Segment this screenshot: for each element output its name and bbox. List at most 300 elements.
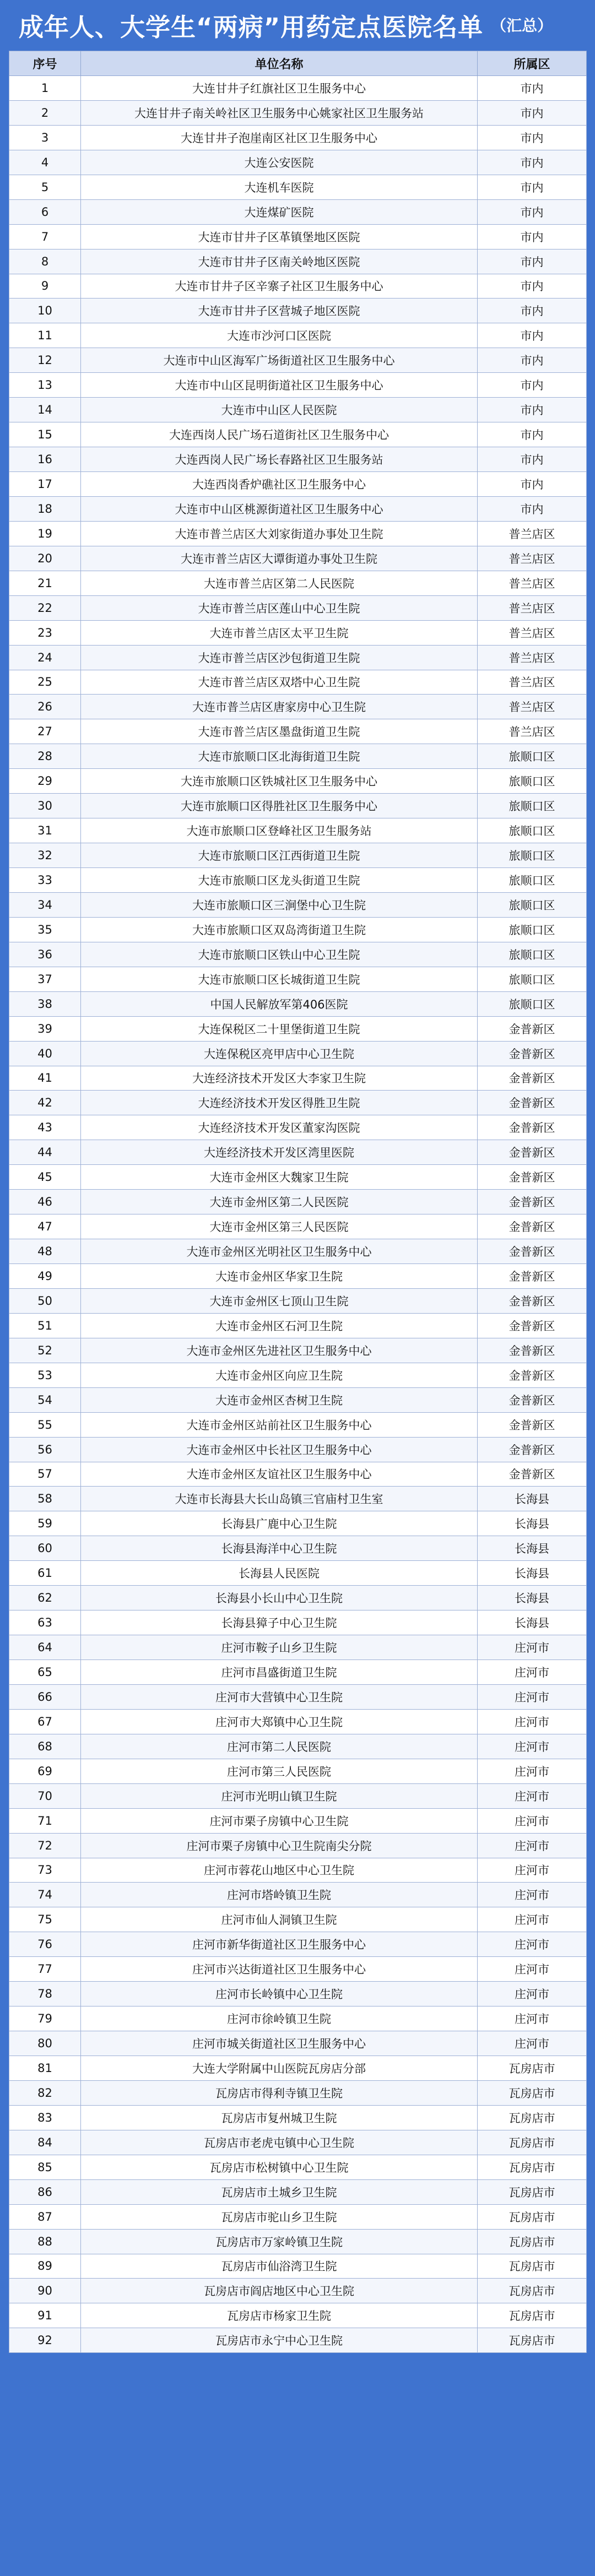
column-header-district: 所属区 (478, 51, 587, 76)
district: 金普新区 (478, 1115, 587, 1140)
hospital-name: 大连大学附属中山医院瓦房店分部 (81, 2056, 478, 2081)
row-index: 18 (9, 496, 81, 521)
row-index: 24 (9, 645, 81, 670)
district: 长海县 (478, 1561, 587, 1586)
hospital-name: 庄河市仙人洞镇卫生院 (81, 1907, 478, 1932)
table-row (9, 125, 587, 150)
district: 瓦房店市 (478, 2328, 587, 2353)
row-index: 72 (9, 1833, 81, 1858)
district: 旅顺口区 (478, 991, 587, 1016)
row-index: 86 (9, 2179, 81, 2204)
header (0, 0, 595, 50)
table-row (9, 2229, 587, 2254)
table-row (9, 1610, 587, 1635)
district: 市内 (478, 348, 587, 373)
hospital-name: 瓦房店市杨家卫生院 (81, 2303, 478, 2328)
table-row (9, 991, 587, 1016)
row-index: 73 (9, 1858, 81, 1883)
row-index: 9 (9, 274, 81, 299)
district: 旅顺口区 (478, 818, 587, 843)
row-index: 50 (9, 1288, 81, 1313)
hospital-name: 大连甘井子泡崖南区社区卫生服务中心 (81, 125, 478, 150)
hospital-name: 大连市普兰店区双塔中心卫生院 (81, 670, 478, 695)
table-row (9, 422, 587, 447)
table-row (9, 1734, 587, 1759)
hospital-name: 大连市金州区中长社区卫生服务中心 (81, 1437, 478, 1462)
hospital-name: 瓦房店市永宁中心卫生院 (81, 2328, 478, 2353)
row-index: 13 (9, 373, 81, 398)
row-index: 55 (9, 1412, 81, 1437)
row-index: 43 (9, 1115, 81, 1140)
district: 庄河市 (478, 1833, 587, 1858)
hospital-name: 瓦房店市得利寺镇卫生院 (81, 2080, 478, 2105)
district: 庄河市 (478, 2006, 587, 2031)
row-index: 27 (9, 719, 81, 744)
row-index: 85 (9, 2155, 81, 2179)
row-index: 1 (9, 76, 81, 101)
district: 旅顺口区 (478, 744, 587, 769)
district: 金普新区 (478, 1066, 587, 1091)
district: 市内 (478, 76, 587, 101)
hospital-name: 大连市普兰店区沙包街道卫生院 (81, 645, 478, 670)
row-index: 5 (9, 175, 81, 199)
table-row (9, 1511, 587, 1536)
hospital-table-wrapper (9, 51, 586, 2353)
district: 普兰店区 (478, 620, 587, 645)
hospital-name: 大连市金州区第二人民医院 (81, 1190, 478, 1214)
district: 市内 (478, 150, 587, 175)
district: 瓦房店市 (478, 2130, 587, 2155)
hospital-name: 大连市甘井子区革镇堡地区医院 (81, 224, 478, 249)
hospital-name: 大连市普兰店区莲山中心卫生院 (81, 595, 478, 620)
row-index: 63 (9, 1610, 81, 1635)
row-index: 47 (9, 1214, 81, 1239)
district: 庄河市 (478, 1932, 587, 1957)
district: 普兰店区 (478, 719, 587, 744)
row-index: 69 (9, 1759, 81, 1783)
table-row (9, 2179, 587, 2204)
district: 旅顺口区 (478, 967, 587, 991)
row-index: 84 (9, 2130, 81, 2155)
district: 市内 (478, 125, 587, 150)
hospital-name: 大连市中山区海军广场街道社区卫生服务中心 (81, 348, 478, 373)
table-row (9, 1239, 587, 1264)
table-row (9, 1165, 587, 1190)
hospital-name: 庄河市蓉花山地区中心卫生院 (81, 1858, 478, 1883)
hospital-name: 大连市甘井子区南关岭地区医院 (81, 249, 478, 274)
row-index: 79 (9, 2006, 81, 2031)
row-index: 16 (9, 447, 81, 472)
hospital-name: 大连市长海县大长山岛镇三官庙村卫生室 (81, 1487, 478, 1511)
table-row (9, 1660, 587, 1685)
table-row (9, 1783, 587, 1808)
hospital-name: 大连市旅顺口区江西街道卫生院 (81, 843, 478, 868)
table-row (9, 76, 587, 101)
hospital-name: 大连市金州区站前社区卫生服务中心 (81, 1412, 478, 1437)
district: 市内 (478, 299, 587, 323)
row-index: 22 (9, 595, 81, 620)
row-index: 70 (9, 1783, 81, 1808)
district: 普兰店区 (478, 595, 587, 620)
table-row (9, 100, 587, 125)
district: 市内 (478, 323, 587, 348)
district: 旅顺口区 (478, 843, 587, 868)
table-row (9, 1412, 587, 1437)
table-row (9, 2080, 587, 2105)
table-row (9, 967, 587, 991)
table-row (9, 348, 587, 373)
table-row (9, 1016, 587, 1041)
district: 长海县 (478, 1511, 587, 1536)
district: 庄河市 (478, 1783, 587, 1808)
table-row (9, 1115, 587, 1140)
table-row (9, 546, 587, 571)
hospital-name: 庄河市昌盛街道卫生院 (81, 1660, 478, 1685)
row-index: 46 (9, 1190, 81, 1214)
row-index: 23 (9, 620, 81, 645)
hospital-name: 大连甘井子南关岭社区卫生服务中心姚家社区卫生服务站 (81, 100, 478, 125)
hospital-name: 大连市旅顺口区北海街道卫生院 (81, 744, 478, 769)
hospital-name: 大连市旅顺口区得胜社区卫生服务中心 (81, 794, 478, 818)
table-row (9, 769, 587, 794)
row-index: 25 (9, 670, 81, 695)
hospital-name: 瓦房店市仙浴湾卫生院 (81, 2254, 478, 2279)
district: 金普新区 (478, 1412, 587, 1437)
district: 旅顺口区 (478, 892, 587, 917)
row-index: 59 (9, 1511, 81, 1536)
table-row (9, 1363, 587, 1387)
column-header-name: 单位名称 (81, 51, 478, 76)
hospital-name: 大连煤矿医院 (81, 199, 478, 224)
hospital-name: 大连市普兰店区大谭街道办事处卫生院 (81, 546, 478, 571)
district: 旅顺口区 (478, 794, 587, 818)
row-index: 83 (9, 2105, 81, 2130)
district: 市内 (478, 100, 587, 125)
table-row (9, 917, 587, 942)
row-index: 36 (9, 942, 81, 967)
district: 瓦房店市 (478, 2303, 587, 2328)
table-row (9, 719, 587, 744)
hospital-name: 庄河市光明山镇卫生院 (81, 1783, 478, 1808)
table-row (9, 2056, 587, 2081)
district: 瓦房店市 (478, 2229, 587, 2254)
row-index: 4 (9, 150, 81, 175)
row-index: 88 (9, 2229, 81, 2254)
table-row (9, 1091, 587, 1115)
table-row (9, 1387, 587, 1412)
table-row (9, 1858, 587, 1883)
table-row (9, 1808, 587, 1833)
row-index: 66 (9, 1684, 81, 1709)
row-index: 45 (9, 1165, 81, 1190)
district: 金普新区 (478, 1338, 587, 1363)
hospital-name: 大连市金州区华家卫生院 (81, 1264, 478, 1289)
hospital-name: 大连市旅顺口区登峰社区卫生服务站 (81, 818, 478, 843)
district: 金普新区 (478, 1437, 587, 1462)
district: 长海县 (478, 1536, 587, 1561)
hospital-name: 庄河市第二人民医院 (81, 1734, 478, 1759)
row-index: 77 (9, 1957, 81, 1982)
table-row (9, 620, 587, 645)
row-index: 81 (9, 2056, 81, 2081)
table-row (9, 2031, 587, 2056)
table-row (9, 274, 587, 299)
row-index: 64 (9, 1635, 81, 1660)
district: 庄河市 (478, 1858, 587, 1883)
table-body (9, 76, 587, 2353)
hospital-name: 大连市甘井子区营城子地区医院 (81, 299, 478, 323)
row-index: 11 (9, 323, 81, 348)
row-index: 48 (9, 1239, 81, 1264)
district: 金普新区 (478, 1288, 587, 1313)
district: 普兰店区 (478, 645, 587, 670)
table-row (9, 1561, 587, 1586)
hospital-name: 庄河市塔岭镇卫生院 (81, 1883, 478, 1907)
district: 旅顺口区 (478, 868, 587, 893)
district: 市内 (478, 249, 587, 274)
hospital-name: 大连保税区亮甲店中心卫生院 (81, 1041, 478, 1066)
row-index: 53 (9, 1363, 81, 1387)
table-row (9, 645, 587, 670)
district: 普兰店区 (478, 546, 587, 571)
row-index: 6 (9, 199, 81, 224)
table-row (9, 1313, 587, 1338)
row-index: 60 (9, 1536, 81, 1561)
table-row (9, 2204, 587, 2229)
row-index: 62 (9, 1586, 81, 1610)
row-index: 57 (9, 1462, 81, 1487)
hospital-name: 庄河市大郑镇中心卫生院 (81, 1709, 478, 1734)
row-index: 78 (9, 1982, 81, 2006)
district: 瓦房店市 (478, 2254, 587, 2279)
table-row (9, 199, 587, 224)
district: 普兰店区 (478, 695, 587, 719)
hospital-name: 庄河市大营镇中心卫生院 (81, 1684, 478, 1709)
hospital-name: 大连机车医院 (81, 175, 478, 199)
hospital-name: 大连经济技术开发区董家沟医院 (81, 1115, 478, 1140)
hospital-name: 大连市甘井子区辛寨子社区卫生服务中心 (81, 274, 478, 299)
row-index: 49 (9, 1264, 81, 1289)
row-index: 34 (9, 892, 81, 917)
district: 市内 (478, 398, 587, 422)
hospital-name: 大连市金州区向应卫生院 (81, 1363, 478, 1387)
row-index: 20 (9, 546, 81, 571)
table-row (9, 472, 587, 497)
row-index: 26 (9, 695, 81, 719)
district: 金普新区 (478, 1016, 587, 1041)
row-index: 2 (9, 100, 81, 125)
row-index: 21 (9, 571, 81, 595)
district: 金普新区 (478, 1363, 587, 1387)
table-row (9, 744, 587, 769)
hospital-name: 瓦房店市松树镇中心卫生院 (81, 2155, 478, 2179)
table-row (9, 868, 587, 893)
row-index: 41 (9, 1066, 81, 1091)
table-row (9, 2130, 587, 2155)
row-index: 71 (9, 1808, 81, 1833)
district: 庄河市 (478, 1709, 587, 1734)
row-index: 67 (9, 1709, 81, 1734)
district: 长海县 (478, 1487, 587, 1511)
hospital-name: 大连甘井子红旗社区卫生服务中心 (81, 76, 478, 101)
table-row (9, 1190, 587, 1214)
hospital-name: 大连西岗人民广场石道街社区卫生服务中心 (81, 422, 478, 447)
table-row (9, 2006, 587, 2031)
table-row (9, 695, 587, 719)
table-row (9, 224, 587, 249)
hospital-name: 庄河市新华街道社区卫生服务中心 (81, 1932, 478, 1957)
district: 庄河市 (478, 1808, 587, 1833)
table-row (9, 1140, 587, 1165)
hospital-name: 长海县人民医院 (81, 1561, 478, 1586)
table-row (9, 1709, 587, 1734)
row-index: 42 (9, 1091, 81, 1115)
row-index: 58 (9, 1487, 81, 1511)
table-row (9, 1957, 587, 1982)
hospital-name: 大连市中山区桃源街道社区卫生服务中心 (81, 496, 478, 521)
row-index: 33 (9, 868, 81, 893)
table-row (9, 1536, 587, 1561)
district: 市内 (478, 447, 587, 472)
district: 庄河市 (478, 2031, 587, 2056)
hospital-name: 大连市普兰店区太平卫生院 (81, 620, 478, 645)
table-row (9, 942, 587, 967)
hospital-name: 大连市沙河口区医院 (81, 323, 478, 348)
hospital-name: 长海县广鹿中心卫生院 (81, 1511, 478, 1536)
table-row (9, 2105, 587, 2130)
hospital-name: 长海县獐子中心卫生院 (81, 1610, 478, 1635)
district: 庄河市 (478, 1660, 587, 1685)
hospital-name: 瓦房店市万家岭镇卫生院 (81, 2229, 478, 2254)
district: 庄河市 (478, 1883, 587, 1907)
table-row (9, 1264, 587, 1289)
table-row (9, 2254, 587, 2279)
hospital-name: 大连保税区二十里堡街道卫生院 (81, 1016, 478, 1041)
row-index: 56 (9, 1437, 81, 1462)
row-index: 37 (9, 967, 81, 991)
hospital-name: 大连经济技术开发区得胜卫生院 (81, 1091, 478, 1115)
row-index: 28 (9, 744, 81, 769)
table-row (9, 2155, 587, 2179)
row-index: 15 (9, 422, 81, 447)
row-index: 90 (9, 2279, 81, 2303)
hospital-name: 大连市中山区人民医院 (81, 398, 478, 422)
row-index: 82 (9, 2080, 81, 2105)
row-index: 8 (9, 249, 81, 274)
hospital-name: 大连市金州区先进社区卫生服务中心 (81, 1338, 478, 1363)
table-row (9, 1041, 587, 1066)
table-row (9, 521, 587, 546)
table-row (9, 1586, 587, 1610)
table-row (9, 398, 587, 422)
district: 长海县 (478, 1610, 587, 1635)
table-row (9, 2303, 587, 2328)
row-index: 32 (9, 843, 81, 868)
hospital-name: 瓦房店市老虎屯镇中心卫生院 (81, 2130, 478, 2155)
row-index: 17 (9, 472, 81, 497)
row-index: 39 (9, 1016, 81, 1041)
table-row (9, 249, 587, 274)
district: 瓦房店市 (478, 2179, 587, 2204)
district: 瓦房店市 (478, 2080, 587, 2105)
district: 金普新区 (478, 1214, 587, 1239)
district: 旅顺口区 (478, 917, 587, 942)
hospital-name: 庄河市栗子房镇中心卫生院 (81, 1808, 478, 1833)
district: 市内 (478, 175, 587, 199)
hospital-name: 长海县小长山中心卫生院 (81, 1586, 478, 1610)
table-row (9, 571, 587, 595)
district: 金普新区 (478, 1091, 587, 1115)
row-index: 31 (9, 818, 81, 843)
hospital-name: 瓦房店市土城乡卫生院 (81, 2179, 478, 2204)
table-row (9, 1338, 587, 1363)
district: 庄河市 (478, 1684, 587, 1709)
hospital-name: 大连市旅顺口区双岛湾街道卫生院 (81, 917, 478, 942)
district: 旅顺口区 (478, 942, 587, 967)
row-index: 14 (9, 398, 81, 422)
row-index: 87 (9, 2204, 81, 2229)
hospital-name: 大连经济技术开发区湾里医院 (81, 1140, 478, 1165)
hospital-name: 大连经济技术开发区大李家卫生院 (81, 1066, 478, 1091)
district: 金普新区 (478, 1190, 587, 1214)
hospital-name: 庄河市徐岭镇卫生院 (81, 2006, 478, 2031)
row-index: 10 (9, 299, 81, 323)
hospital-name: 大连公安医院 (81, 150, 478, 175)
hospital-name: 大连西岗香炉礁社区卫生服务中心 (81, 472, 478, 497)
table-row (9, 1684, 587, 1709)
row-index: 91 (9, 2303, 81, 2328)
hospital-name: 大连市普兰店区第二人民医院 (81, 571, 478, 595)
hospital-name: 中国人民解放军第406医院 (81, 991, 478, 1016)
hospital-name: 大连西岗人民广场长春路社区卫生服务站 (81, 447, 478, 472)
district: 瓦房店市 (478, 2204, 587, 2229)
row-index: 65 (9, 1660, 81, 1685)
table-row (9, 496, 587, 521)
table-row (9, 1288, 587, 1313)
hospital-name: 庄河市鞍子山乡卫生院 (81, 1635, 478, 1660)
hospital-name: 大连市金州区杏树卫生院 (81, 1387, 478, 1412)
hospital-name: 大连市金州区石河卫生院 (81, 1313, 478, 1338)
row-index: 52 (9, 1338, 81, 1363)
hospital-name: 大连市金州区第三人民医院 (81, 1214, 478, 1239)
hospital-name: 大连市旅顺口区铁山中心卫生院 (81, 942, 478, 967)
page-title-suffix: （汇总） (491, 17, 553, 35)
table-row (9, 1635, 587, 1660)
page-title: 成年人、大学生“两病”用药定点医院名单 (19, 12, 484, 42)
hospital-name: 大连市旅顺口区长城街道卫生院 (81, 967, 478, 991)
table-header-row (9, 51, 587, 76)
table-row (9, 1759, 587, 1783)
hospital-name: 长海县海洋中心卫生院 (81, 1536, 478, 1561)
hospital-name: 庄河市长岭镇中心卫生院 (81, 1982, 478, 2006)
table-row (9, 1214, 587, 1239)
column-header-index: 序号 (9, 51, 81, 76)
hospital-name: 庄河市城关街道社区卫生服务中心 (81, 2031, 478, 2056)
hospital-name: 大连市金州区七顶山卫生院 (81, 1288, 478, 1313)
table-row (9, 373, 587, 398)
table-row (9, 1066, 587, 1091)
row-index: 29 (9, 769, 81, 794)
district: 市内 (478, 496, 587, 521)
table-row (9, 1487, 587, 1511)
district: 金普新区 (478, 1264, 587, 1289)
row-index: 54 (9, 1387, 81, 1412)
row-index: 76 (9, 1932, 81, 1957)
table-row (9, 2328, 587, 2353)
row-index: 68 (9, 1734, 81, 1759)
row-index: 3 (9, 125, 81, 150)
table-row (9, 150, 587, 175)
